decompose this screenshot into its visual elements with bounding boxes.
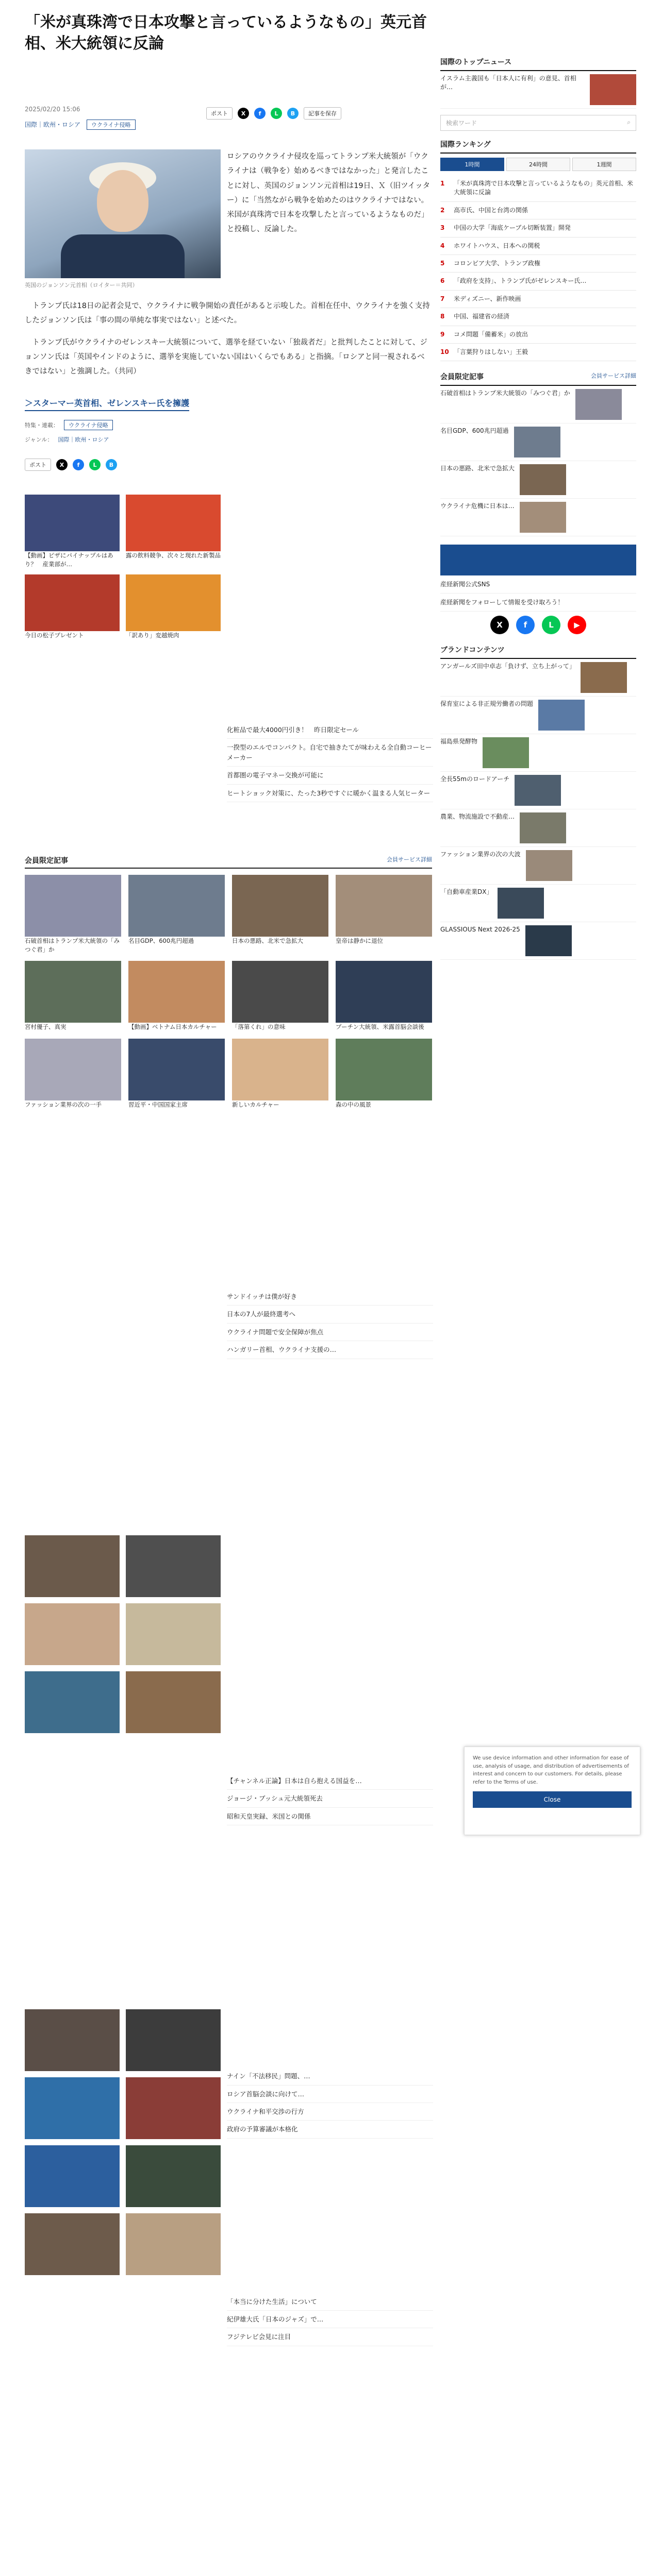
ranking-item[interactable]: 7 米ディズニー、新作映画 bbox=[440, 291, 636, 308]
related-article-link[interactable]: ＞スターマー英首相、ゼレンスキー氏を擁護 bbox=[25, 397, 189, 411]
top-news-heading: 国際のトップニュース bbox=[440, 57, 636, 71]
thumb-card[interactable]: 露の飲料競争、次々と現れた新製品 bbox=[126, 495, 221, 568]
recommend-heading: 会員限定記事 bbox=[25, 857, 68, 865]
genre-link[interactable]: 国際｜欧州・ロシア bbox=[25, 121, 81, 128]
follow-label: 産経新聞をフォローして情報を受け取ろう！ bbox=[440, 594, 636, 612]
member-item[interactable]: ウクライナ危機に日本は… bbox=[440, 499, 636, 536]
mid-links-2 bbox=[227, 1288, 433, 1359]
recommend-card[interactable]: ファッション業界の次の一手 bbox=[25, 1039, 121, 1109]
list-item[interactable]: 一揆型のエルでコンパクト。自宅で抽きたてが味わえる全自動コーヒーメーカー bbox=[227, 739, 433, 767]
brand-item[interactable]: 保育室による非正規労働者の問題 bbox=[440, 697, 636, 734]
article-date: 2025/02/20 15:06 bbox=[25, 106, 80, 113]
bottom-share-bar bbox=[25, 459, 117, 471]
list-item[interactable]: ヒートショック対策に、たった3秒ですぐに暖かく温まる人気ヒーター bbox=[227, 785, 433, 802]
recommend-card[interactable]: 習近平・中国国家主席 bbox=[128, 1039, 225, 1109]
bottom-links bbox=[227, 1772, 433, 2346]
post-button[interactable]: ポスト bbox=[25, 459, 51, 471]
ranking-item[interactable]: 8 中国、福建省の経済 bbox=[440, 308, 636, 326]
member-item[interactable]: 石破首相はトランプ米大統領の「みつぐ君」か bbox=[440, 386, 636, 423]
brand-item[interactable]: 全長55mのロードアーチ bbox=[440, 772, 636, 809]
article-paragraph: トランプ氏がウクライナのゼレンスキー大統領について、選挙を経ていない「独裁者だ」と批判したことに対して、ジョンソン氏は「英国やインドのように、選挙を実施していない国はいくらでもある」と指摘。「ロシアと同一視されるべきではない」と強調した。（共同） bbox=[25, 338, 427, 376]
recommend-card[interactable]: 森の中の風景 bbox=[336, 1039, 432, 1109]
thumb[interactable] bbox=[25, 2009, 120, 2071]
save-article-button[interactable]: 記事を保存 bbox=[304, 107, 341, 120]
top-news-item[interactable]: イスラム主義国も「日本人に有利」の意見、首相が… bbox=[440, 71, 636, 109]
article-headline: 「米が真珠湾で日本攻撃と言っているようなもの」英元首相、米大統領に反論 bbox=[25, 13, 427, 53]
list-item[interactable]: ウクライナ和平交渉の行方 bbox=[227, 2103, 433, 2121]
recommend-more-link[interactable]: 会員サービス詳細 bbox=[387, 856, 432, 863]
sankei-banner[interactable] bbox=[440, 545, 636, 575]
ranking-list bbox=[440, 175, 636, 361]
list-item[interactable]: 【チャンネル正論】日本は自ら抱える国益を… bbox=[227, 1772, 433, 1790]
cookie-notice bbox=[464, 1747, 640, 1835]
thumb[interactable] bbox=[25, 2145, 120, 2207]
brand-item[interactable]: アンガールズ田中卓志「負けず、立ち上がって」 bbox=[440, 659, 636, 697]
breadcrumb bbox=[25, 120, 136, 130]
brand-item[interactable]: 「自動車産業DX」 bbox=[440, 885, 636, 922]
list-item[interactable]: フジテレビ会見に注目 bbox=[227, 2328, 433, 2346]
thumb[interactable] bbox=[126, 2213, 221, 2275]
list-item[interactable]: 日本の7人が最終選考へ bbox=[227, 1306, 433, 1323]
list-item[interactable]: 紀伊雄大氏「日本のジャズ」で… bbox=[227, 2311, 433, 2328]
series-tag[interactable]: ウクライナ侵略 bbox=[64, 420, 113, 430]
tag-pill[interactable]: ウクライナ侵略 bbox=[87, 120, 136, 130]
article-body bbox=[25, 299, 432, 386]
ranking-item[interactable]: 4 ホワイトハウス、日本への関税 bbox=[440, 238, 636, 255]
line-icon[interactable]: L bbox=[89, 459, 101, 470]
article-lead: ロシアのウクライナ侵攻を巡ってトランプ米大統領が「ウクライナは（戦争を）始めるべきではなかった」と発言したことに対し、英国のジョンソン元首相は19日、Ｘ（旧ツイッター）に「当然ながら戦争を始めたのはウクライナではない。米国が真珠湾で日本を攻撃したと言っているようなものだ」と投稿し、反論した。 bbox=[227, 152, 431, 234]
ranking-item[interactable]: 9 コメ問題「備蓄米」の放出 bbox=[440, 326, 636, 344]
thumb[interactable] bbox=[126, 2077, 221, 2139]
x-icon[interactable]: X bbox=[490, 616, 509, 634]
member-heading: 会員限定記事 会員サービス詳細 bbox=[440, 371, 636, 386]
facebook-icon[interactable]: f bbox=[73, 459, 84, 470]
genre-link[interactable]: 国際｜欧州・ロシア bbox=[58, 436, 109, 443]
brand-item[interactable]: GLASSIOUS Next 2026-25 bbox=[440, 922, 636, 960]
member-item[interactable]: 名目GDP、600兆円超過 bbox=[440, 423, 636, 461]
search-icon[interactable]: ⌕ bbox=[627, 118, 631, 126]
article-meta: 特集・連載： ウクライナ侵略 bbox=[25, 420, 113, 430]
post-button[interactable]: ポスト bbox=[206, 107, 233, 120]
recommend-card[interactable]: 名目GDP、600兆円超過 bbox=[128, 875, 225, 954]
tab-1h[interactable]: 1時間 bbox=[440, 158, 504, 171]
hatena-icon[interactable]: B bbox=[287, 108, 299, 119]
thumb[interactable] bbox=[126, 1603, 221, 1665]
recommend-card[interactable]: 宮村優子、真実 bbox=[25, 961, 121, 1031]
thumb-grid-mid bbox=[25, 1535, 221, 1733]
youtube-icon[interactable]: ▶ bbox=[568, 616, 586, 634]
sns-label: 産経新聞公式SNS bbox=[440, 575, 636, 594]
recommend-card[interactable]: 皇帝は静かに退位 bbox=[336, 875, 432, 954]
article-photo bbox=[25, 149, 221, 278]
list-item[interactable]: 「本当に分けた生活」について bbox=[227, 2293, 433, 2311]
thumb-card[interactable]: 【動画】ピザにパイナップルはあり？ 産業部が… bbox=[25, 495, 120, 568]
ranking-heading: 国際ランキング bbox=[440, 139, 636, 154]
search-input[interactable]: 検索ワード bbox=[446, 120, 477, 127]
ranking-item[interactable]: 1 「米が真珠湾で日本攻撃と言っているようなもの」英元首相、米大統領に反論 bbox=[440, 175, 636, 202]
recommend-card[interactable]: 石破首相はトランプ米大統領の「みつぐ君」か bbox=[25, 875, 121, 954]
brand-item[interactable]: ファッション業界の次の大波 bbox=[440, 847, 636, 885]
ranking-item[interactable]: 2 高市氏、中国と台湾の関係 bbox=[440, 202, 636, 219]
cookie-close-button[interactable]: Close bbox=[473, 1791, 632, 1808]
article-paragraph: トランプ氏は18日の記者会見で、ウクライナに戦争開始の責任があると示唆した。首相在任中、ウクライナを強く支持したジョンソン氏は「事の間の単純な事実ではない」と述べた。 bbox=[25, 302, 430, 325]
list-item[interactable]: ハンガリー首相、ウクライナ支援の… bbox=[227, 1341, 433, 1359]
list-item[interactable]: ウクライナ問題で安全保障が焦点 bbox=[227, 1324, 433, 1341]
brand-item[interactable]: 福島県発酵物 bbox=[440, 734, 636, 772]
photo-caption: 英国のジョンソン元首相（ロイター＝共同） bbox=[25, 282, 138, 289]
recommend-card[interactable]: プーチン大統領、米露首脳会談後 bbox=[336, 961, 432, 1031]
list-item[interactable]: 昭和天皇実録、米国との関係 bbox=[227, 1808, 433, 1825]
search-box[interactable] bbox=[440, 115, 636, 131]
x-icon[interactable]: X bbox=[56, 459, 68, 470]
list-item[interactable]: ロシア首脳会談に向けて… bbox=[227, 2086, 433, 2103]
x-icon[interactable]: X bbox=[238, 108, 249, 119]
thumb[interactable] bbox=[126, 2145, 221, 2207]
tab-1w[interactable]: 1週間 bbox=[572, 158, 636, 171]
sidebar bbox=[440, 57, 636, 960]
member-item[interactable]: 日本の悪路、北米で急拡大 bbox=[440, 461, 636, 499]
ranking-item[interactable]: 10 「言葉狩りはしない」王毅 bbox=[440, 344, 636, 361]
tab-24h[interactable]: 24時間 bbox=[506, 158, 570, 171]
list-item[interactable]: ナイン「不法移民」問題、… bbox=[227, 2067, 433, 2085]
line-icon[interactable]: L bbox=[542, 616, 560, 634]
hatena-icon[interactable]: B bbox=[106, 459, 117, 470]
cookie-text: We use device information and other information for ease of use, analysis of usage, and distribution of advertisements of interest and concern to our customers. For details, please refer to the Terms of use. bbox=[473, 1755, 629, 1785]
recommend-card[interactable]: 新しいカルチャー bbox=[232, 1039, 328, 1109]
list-item[interactable]: 政府の予算審議が本格化 bbox=[227, 2121, 433, 2138]
thumb-card[interactable]: 今日の松子プレゼント bbox=[25, 574, 120, 640]
thumb[interactable] bbox=[25, 1535, 120, 1597]
thumb[interactable] bbox=[25, 1671, 120, 1733]
list-item[interactable]: 首都圏の電子マネー交換が可能に bbox=[227, 767, 433, 784]
member-more-link[interactable]: 会員サービス詳細 bbox=[591, 372, 636, 380]
thumb[interactable] bbox=[25, 2213, 120, 2275]
recommend-section bbox=[25, 855, 432, 1109]
list-item[interactable]: ジョージ・ブッシュ元大統領死去 bbox=[227, 1790, 433, 1807]
mid-links bbox=[227, 721, 433, 802]
ranking-item[interactable]: 6 「政府を支持」、トランプ氏がゼレンスキー氏… bbox=[440, 273, 636, 290]
ranking-tabs bbox=[440, 158, 636, 171]
thumb[interactable] bbox=[25, 2077, 120, 2139]
ranking-item[interactable]: 5 コロンビア大学、トランプ政権 bbox=[440, 255, 636, 273]
recommend-card[interactable]: 日本の悪路、北米で急拡大 bbox=[232, 875, 328, 954]
brand-heading: ブランドコンテンツ bbox=[440, 645, 636, 659]
sns-icons bbox=[440, 616, 636, 634]
genre-row: ジャンル： 国際｜欧州・ロシア bbox=[25, 436, 109, 443]
thumb-card[interactable]: 「訳あり」変越焼肉 bbox=[126, 574, 221, 640]
recommend-card[interactable]: 「落第くれ」の意味 bbox=[232, 961, 328, 1031]
list-item[interactable]: サンドイッチは僕が好き bbox=[227, 1288, 433, 1306]
line-icon[interactable]: L bbox=[271, 108, 282, 119]
recommend-card[interactable]: 【動画】ベトナム日本カルチャー bbox=[128, 961, 225, 1031]
facebook-icon[interactable]: f bbox=[254, 108, 266, 119]
thumb-grid-top bbox=[25, 495, 221, 640]
list-item[interactable]: 化粧品で最大4000円引き！ 昨日限定セール bbox=[227, 721, 433, 739]
thumb[interactable] bbox=[126, 1671, 221, 1733]
facebook-icon[interactable]: f bbox=[516, 616, 535, 634]
thumb[interactable] bbox=[126, 2009, 221, 2071]
brand-item[interactable]: 農業、物流施設で不動産… bbox=[440, 809, 636, 847]
ranking-item[interactable]: 3 中国の大学「海底ケーブル切断装置」開発 bbox=[440, 219, 636, 237]
thumb[interactable] bbox=[126, 1535, 221, 1597]
thumb[interactable] bbox=[25, 1603, 120, 1665]
share-bar bbox=[206, 107, 341, 120]
thumb-grid-low bbox=[25, 2009, 221, 2275]
